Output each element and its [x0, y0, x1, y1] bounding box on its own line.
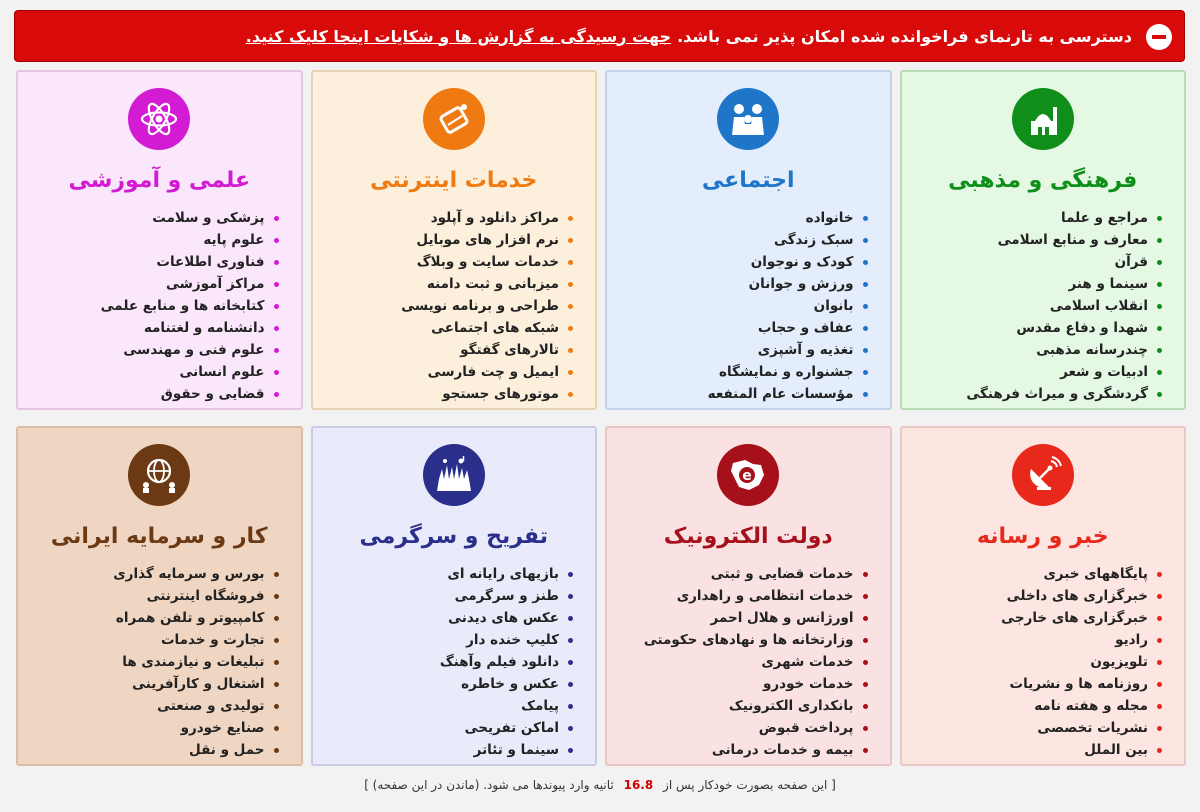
list-item[interactable]: خدمات انتظامی و راهداری	[607, 585, 854, 607]
list-item[interactable]: کلیپ خنده دار	[313, 629, 560, 651]
list-item[interactable]: خدمات سایت و وبلاگ	[313, 251, 560, 273]
access-denied-banner	[14, 10, 1185, 62]
list-item[interactable]: ورزش و جوانان	[607, 273, 854, 295]
category-list	[18, 563, 301, 761]
atom-icon[interactable]	[128, 88, 190, 150]
list-item[interactable]: دانلود فیلم وآهنگ	[313, 651, 560, 673]
mosque-icon[interactable]	[1012, 88, 1074, 150]
list-item[interactable]: بازیهای رایانه ای	[313, 563, 560, 585]
list-item[interactable]: سبک زندگی	[607, 229, 854, 251]
category-title[interactable]: خبر و رسانه	[976, 524, 1109, 549]
category-card-scientific	[16, 70, 303, 410]
list-item[interactable]: پایگاههای خبری	[902, 563, 1149, 585]
e-government-icon[interactable]	[717, 444, 779, 506]
report-complaint-link[interactable]: جهت رسیدگی به گزارش ها و شکایات اینجا کلیک کنید.	[245, 26, 672, 46]
family-icon[interactable]	[717, 88, 779, 150]
list-item[interactable]: معارف و منابع اسلامی	[902, 229, 1149, 251]
list-item[interactable]: اشتغال و کارآفرینی	[18, 673, 265, 695]
category-card-cultural	[900, 70, 1187, 410]
list-item[interactable]: کودک و نوجوان	[607, 251, 854, 273]
category-title[interactable]: فرهنگی و مذهبی	[948, 168, 1138, 193]
list-item[interactable]: فناوری اطلاعات	[18, 251, 265, 273]
list-item[interactable]: انقلاب اسلامی	[902, 295, 1149, 317]
list-item[interactable]: سینما و هنر	[902, 273, 1149, 295]
category-title[interactable]: علمی و آموزشی	[68, 168, 251, 193]
auto-redirect-notice	[0, 778, 1200, 792]
list-item[interactable]: عکس های دیدنی	[313, 607, 560, 629]
list-item[interactable]: مجله و هفته نامه	[902, 695, 1149, 717]
list-item[interactable]: عفاف و حجاب	[607, 317, 854, 339]
list-item[interactable]: خدمات شهری	[607, 651, 854, 673]
category-title[interactable]: خدمات اینترنتی	[370, 168, 538, 193]
category-title[interactable]: تفریح و سرگرمی	[359, 524, 549, 549]
list-item[interactable]: مراجع و علما	[902, 207, 1149, 229]
list-item[interactable]: تجارت و خدمات	[18, 629, 265, 651]
list-item[interactable]: پرداخت قبوض	[607, 717, 854, 739]
list-item[interactable]: میزبانی و ثبت دامنه	[313, 273, 560, 295]
list-item[interactable]: روزنامه ها و نشریات	[902, 673, 1149, 695]
list-item[interactable]: مؤسسات عام المنفعه	[607, 383, 854, 405]
category-list	[18, 207, 301, 405]
list-item[interactable]: کتابخانه ها و منابع علمی	[18, 295, 265, 317]
category-card-internet-services	[311, 70, 598, 410]
list-item[interactable]: مراکز دانلود و آپلود	[313, 207, 560, 229]
category-list	[313, 563, 596, 761]
category-list	[902, 207, 1185, 405]
list-item[interactable]: خبرگزاری های خارجی	[902, 607, 1149, 629]
category-card-social	[605, 70, 892, 410]
category-list	[313, 207, 596, 405]
list-item[interactable]: چندرسانه مذهبی	[902, 339, 1149, 361]
category-title[interactable]: کار و سرمایه ایرانی	[50, 524, 268, 549]
list-item[interactable]: بانوان	[607, 295, 854, 317]
list-item[interactable]: جشنواره و نمایشگاه	[607, 361, 854, 383]
list-item[interactable]: تلویزیون	[902, 651, 1149, 673]
list-item[interactable]: دانشنامه و لغتنامه	[18, 317, 265, 339]
list-item[interactable]: مراکز آموزشی	[18, 273, 265, 295]
list-item[interactable]: گردشگری و میراث فرهنگی	[902, 383, 1149, 405]
svg-text:e: e	[742, 468, 752, 484]
list-item[interactable]: سینما و تئاتر	[313, 739, 560, 761]
list-item[interactable]: بانکداری الکترونیک	[607, 695, 854, 717]
category-card-entertainment	[311, 426, 598, 766]
list-item[interactable]: کامپیوتر و تلفن همراه	[18, 607, 265, 629]
list-item[interactable]: وزارتخانه ها و نهادهای حکومتی	[607, 629, 854, 651]
category-list	[902, 563, 1185, 761]
list-item[interactable]: قضایی و حقوق	[18, 383, 265, 405]
list-item[interactable]: اماکن تفریحی	[313, 717, 560, 739]
list-item[interactable]: طراحی و برنامه نویسی	[313, 295, 560, 317]
list-item[interactable]: بین الملل	[902, 739, 1149, 761]
category-title[interactable]: اجتماعی	[701, 168, 795, 193]
list-item[interactable]: علوم پایه	[18, 229, 265, 251]
list-item[interactable]: قرآن	[902, 251, 1149, 273]
category-card-business	[16, 426, 303, 766]
list-item[interactable]: بیمه و خدمات درمانی	[607, 739, 854, 761]
category-card-news-media	[900, 426, 1187, 766]
list-item[interactable]: فروشگاه اینترنتی	[18, 585, 265, 607]
category-grid	[16, 70, 1186, 766]
category-card-e-government	[605, 426, 892, 766]
category-list	[607, 563, 890, 761]
list-item[interactable]: نرم افزار های موبایل	[313, 229, 560, 251]
list-item[interactable]: حمل و نقل	[18, 739, 265, 761]
redirect-countdown: 16.8	[623, 778, 654, 792]
list-item[interactable]: صنایع خودرو	[18, 717, 265, 739]
list-item[interactable]: موتورهای جستجو	[313, 383, 560, 405]
list-item[interactable]: خبرگزاری های داخلی	[902, 585, 1149, 607]
category-title[interactable]: دولت الکترونیک	[663, 524, 833, 549]
crowd-music-icon[interactable]	[423, 444, 485, 506]
list-item[interactable]: نشریات تخصصی	[902, 717, 1149, 739]
list-item[interactable]: طنز و سرگرمی	[313, 585, 560, 607]
list-item[interactable]: عکس و خاطره	[313, 673, 560, 695]
internet-services-icon[interactable]	[423, 88, 485, 150]
list-item[interactable]: خدمات قضایی و ثبتی	[607, 563, 854, 585]
list-item[interactable]: ادبیات و شعر	[902, 361, 1149, 383]
list-item[interactable]: علوم انسانی	[18, 361, 265, 383]
category-list	[607, 207, 890, 405]
list-item[interactable]: شهدا و دفاع مقدس	[902, 317, 1149, 339]
list-item[interactable]: اورژانس و هلال احمر	[607, 607, 854, 629]
list-item[interactable]: رادیو	[902, 629, 1149, 651]
list-item[interactable]: علوم فنی و مهندسی	[18, 339, 265, 361]
redirect-text-after[interactable]: ثانیه وارد پیوندها می شود. (ماندن در این صفحه) ]	[364, 778, 614, 792]
list-item[interactable]: خانواده	[607, 207, 854, 229]
list-item[interactable]: تالارهای گفتگو	[313, 339, 560, 361]
list-item[interactable]: بورس و سرمایه گذاری	[18, 563, 265, 585]
list-item[interactable]: خدمات خودرو	[607, 673, 854, 695]
banner-text: دسترسی به تارنمای فراخوانده شده امکان پذیر نمی باشد.	[677, 26, 1132, 46]
list-item[interactable]: تولیدی و صنعتی	[18, 695, 265, 717]
list-item[interactable]: شبکه های اجتماعی	[313, 317, 560, 339]
list-item[interactable]: پزشکی و سلامت	[18, 207, 265, 229]
list-item[interactable]: پیامک	[313, 695, 560, 717]
list-item[interactable]: ایمیل و چت فارسی	[313, 361, 560, 383]
list-item[interactable]: تبلیغات و نیازمندی ها	[18, 651, 265, 673]
global-business-icon[interactable]	[128, 444, 190, 506]
redirect-text-before: [ این صفحه بصورت خودکار پس از	[663, 778, 836, 792]
blocked-icon	[1146, 24, 1172, 50]
list-item[interactable]: تغذیه و آشپزی	[607, 339, 854, 361]
satellite-dish-icon[interactable]	[1012, 444, 1074, 506]
